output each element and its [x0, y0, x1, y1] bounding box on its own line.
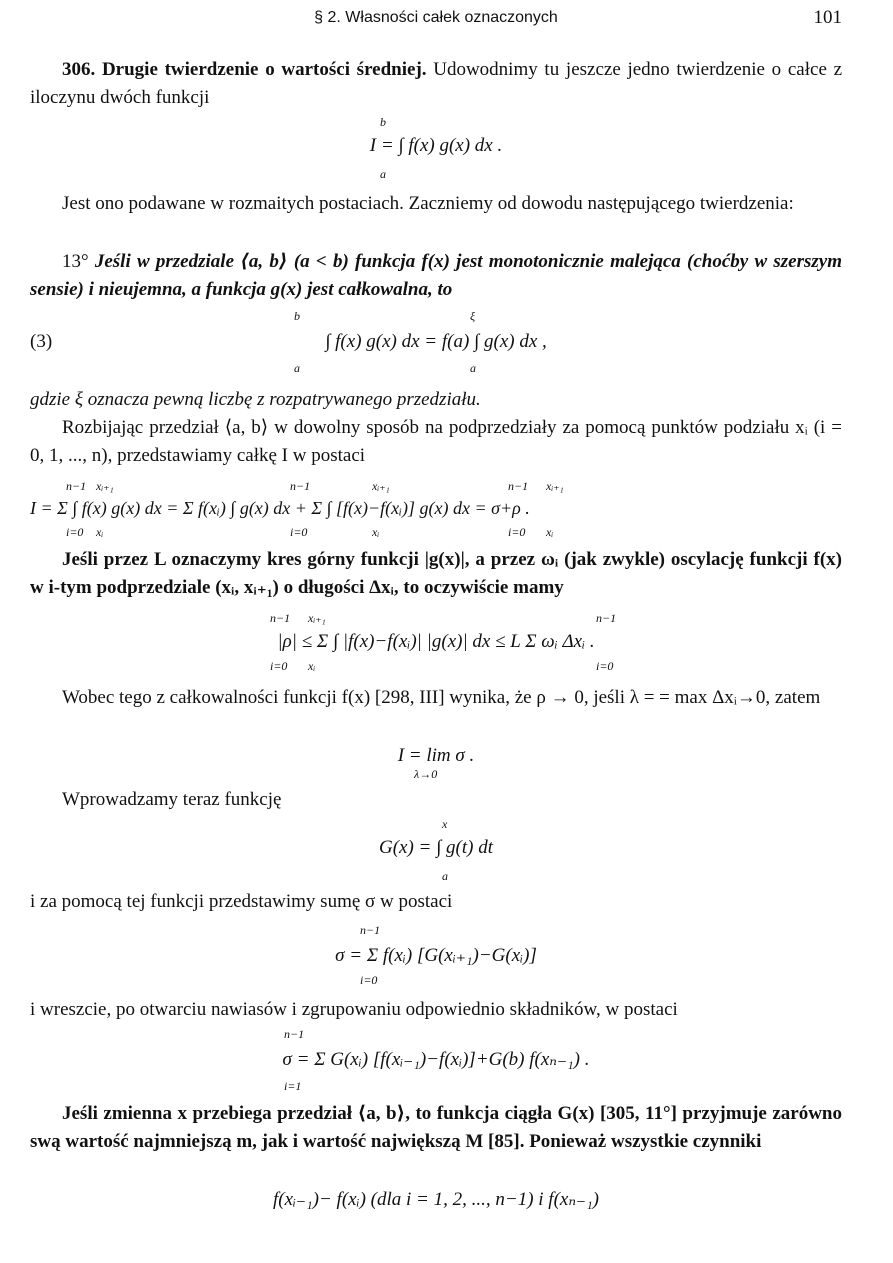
- equation-rho: [30, 608, 842, 676]
- paragraph-regroup: i wreszcie, po otwarciu nawiasów i zgrupowaniu odpowiednio składników, w postaci: [30, 999, 678, 1020]
- running-header: [30, 4, 842, 30]
- limit-upper-xi: ξ: [470, 309, 476, 323]
- equation-rho-text: |ρ| ≤ Σ ∫ |f(x)−f(xᵢ)| |g(x)| dx ≤ L Σ ωᵢ Δxᵢ .: [277, 631, 595, 652]
- equation-label: (3): [30, 331, 53, 352]
- int-upper: xᵢ₊₁: [546, 479, 564, 493]
- limit-subscript: λ→0: [414, 767, 438, 781]
- equation-sigma-1-text: σ = Σ f(xᵢ) [G(xᵢ₊₁)−G(xᵢ)]: [335, 945, 537, 966]
- paragraph-G: Wprowadzamy teraz funkcję: [62, 789, 282, 810]
- equation-split: [30, 476, 842, 544]
- int-lower: xᵢ: [308, 659, 316, 673]
- limit-lower: a: [470, 361, 476, 375]
- where-xi-note: gdzie ξ oznacza pewną liczbę z rozpatrywanego przedziału.: [30, 389, 481, 410]
- section-intro: [30, 56, 842, 112]
- equation-sigma-2-text: σ = Σ G(xᵢ) [f(xᵢ₋₁)−f(xᵢ)]+G(b) f(xₙ₋₁) .: [282, 1049, 590, 1070]
- paragraph-sigma: i za pomocą tej funkcji przedstawimy sumę σ w postaci: [30, 891, 453, 912]
- int-upper: xᵢ₊₁: [96, 479, 114, 493]
- equation-G: [30, 814, 842, 886]
- int-lower: xᵢ: [546, 525, 554, 539]
- sum-top: n−1: [596, 611, 617, 625]
- sum-top: n−1: [508, 479, 529, 493]
- paragraph-L: Jeśli przez L oznaczymy kres górny funkcji |g(x)|, a przez ωᵢ (jak zwykle) oscylację funkcji f(x) w i-tym podprzedziale (xᵢ, xᵢ₊₁) o długości Δxᵢ, to oczywiście mamy: [30, 549, 842, 598]
- paragraph-forms: Jest ono podawane w rozmaitych postaciach. Zaczniemy od dowodu następującego twierdzenia:: [62, 193, 794, 214]
- equation-limit-text: I = lim σ .: [397, 745, 475, 766]
- sum-bottom: i=0: [596, 659, 614, 673]
- int-upper: xᵢ₊₁: [372, 479, 390, 493]
- sum-bottom: i=0: [360, 973, 378, 987]
- int-upper: xᵢ₊₁: [308, 611, 326, 625]
- limit-upper-x: x: [442, 817, 448, 831]
- sum-top: n−1: [66, 479, 87, 493]
- paragraph-limit: Wobec tego z całkowalności funkcji f(x) [298, III] wynika, że ρ → 0, jeśli λ = = max Δxᵢ→0, zatem: [62, 687, 821, 708]
- paragraph-last: Jeśli zmienna x przebiega przedział ⟨a, b⟩, to funkcja ciągła G(x) [305, 11°] przyjmuje zarówno swą wartość najmniejszą m, jak i wartość największą M [85]. Ponieważ wszystkie czynniki: [30, 1103, 842, 1152]
- sum-top: n−1: [290, 479, 311, 493]
- equation-G-text: G(x) = ∫ g(t) dt: [378, 837, 494, 858]
- equation-3-text: ∫ f(x) g(x) dx = f(a) ∫ g(x) dx ,: [325, 331, 547, 352]
- limit-upper: b: [294, 309, 300, 323]
- equation-I-text: I = ∫ f(x) g(x) dx .: [369, 135, 503, 156]
- header-title: § 2. Własności całek oznaczonych: [314, 9, 558, 26]
- section-heading: Drugie twierdzenie o wartości średniej.: [101, 59, 427, 80]
- limit-upper: b: [380, 115, 386, 129]
- theorem-text: Jeśli w przedziale ⟨a, b⟩ (a < b) funkcja f(x) jest monotonicznie malejąca (choćby w szerszym sensie) i nieujemna, a funkcja g(x) jest całkowalna, to: [30, 251, 843, 300]
- section-number: 306.: [62, 59, 96, 80]
- sum-top: n−1: [270, 611, 291, 625]
- page-number: 101: [813, 7, 842, 28]
- page: [30, 0, 842, 1263]
- paragraph-split: Rozbijając przedział ⟨a, b⟩ w dowolny sposób na podprzedziały za pomocą punktów podziału xᵢ (i = 0, 1, ..., n), przedstawiamy całkę I w postaci: [30, 417, 842, 466]
- int-lower: xᵢ: [96, 525, 104, 539]
- int-lower: xᵢ: [372, 525, 380, 539]
- equation-3: [30, 306, 842, 378]
- section-intro-text: Udowodnimy tu jeszcze jedno twierdzenie o całce z iloczynu dwóch funkcji: [30, 59, 843, 108]
- sum-bottom: i=0: [508, 525, 526, 539]
- equation-I: [30, 112, 842, 184]
- equation-sigma-2: [30, 1024, 842, 1096]
- sum-bottom: i=1: [284, 1079, 302, 1093]
- sum-bottom: i=0: [290, 525, 308, 539]
- equation-last: f(xᵢ₋₁)− f(xᵢ) (dla i = 1, 2, ..., n−1) i f(xₙ₋₁): [272, 1189, 600, 1210]
- equation-limit: [30, 742, 842, 782]
- sum-bottom: i=0: [66, 525, 84, 539]
- sum-top: n−1: [360, 923, 381, 937]
- equation-split-text: I = Σ ∫ f(x) g(x) dx = Σ f(xᵢ) ∫ g(x) dx + Σ ∫ [f(x)−f(xᵢ)] g(x) dx = σ+ρ .: [30, 498, 530, 518]
- equation-sigma-1: [30, 920, 842, 992]
- theorem-13: [30, 248, 842, 304]
- limit-lower: a: [294, 361, 300, 375]
- limit-lower: a: [380, 167, 386, 181]
- sum-top: n−1: [284, 1027, 305, 1041]
- sum-bottom: i=0: [270, 659, 288, 673]
- limit-lower: a: [442, 869, 448, 883]
- theorem-label: 13°: [62, 251, 89, 272]
